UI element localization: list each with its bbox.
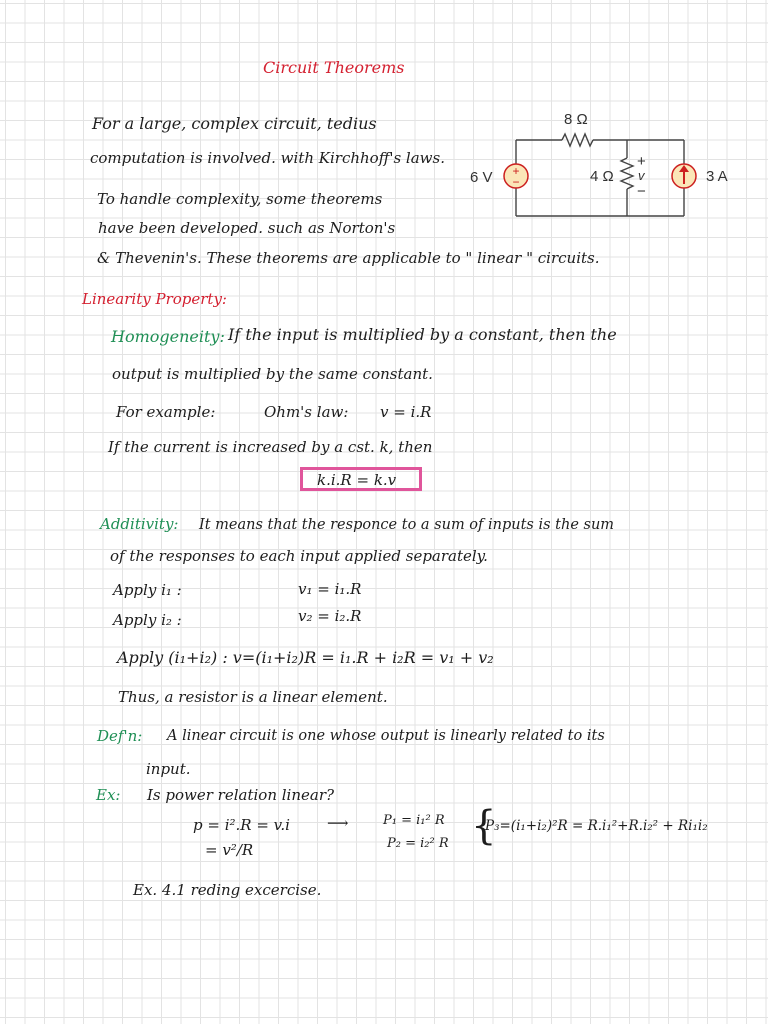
definition-text: A linear circuit is one whose output is linearly related to its [167,728,605,744]
apply-2-label: Apply i₂ : [113,611,182,629]
brace-icon: } [471,803,497,849]
example-question: Is power relation linear? [147,786,335,804]
definition-label: Def'n: [97,727,143,745]
power-p2: P₂ = i₂² R [387,836,449,851]
example-eq: v = i.R [380,403,432,421]
page-title: Circuit Theorems [263,58,405,77]
example-label: For example: [116,403,216,421]
definition-text-2: input. [146,760,191,778]
additivity-label: Additivity: [100,515,179,533]
apply-2-eq: v₂ = i₂.R [298,607,362,625]
example-law: Ohm's law: [264,403,349,421]
power-eq-1: p = i².R = v.i [193,816,290,834]
power-eq-2: = v²/R [205,841,254,859]
circuit-diagram [460,100,750,225]
source-right-label: 3 A [706,168,728,185]
svg-text:−: − [512,175,520,189]
reading-line: Ex. 4.1 reding excercise. [133,881,322,899]
boxed-equation-text: k.i.R = k.v [317,471,397,489]
thus-line: Thus, a resistor is a linear element. [118,688,388,706]
boxed-equation [300,467,422,491]
intro-line-4: have been developed. such as Norton's [98,219,396,237]
linearity-heading: Linearity Property: [82,290,227,308]
intro-line-5: & Thevenin's. These theorems are applicable to " linear " circuits. [97,249,600,267]
homogeneity-label: Homogeneity: [111,327,225,346]
homogeneity-text: If the input is multiplied by a constant, then the [228,325,617,344]
resistor-8ohm [562,134,593,146]
power-p3: P₃=(i₁+i₂)²R = R.i₁²+R.i₂² + Ri₁i₂ [485,818,708,834]
svg-text:+: + [637,153,646,170]
intro-line-3: To handle complexity, some theorems [97,190,383,208]
apply-3: Apply (i₁+i₂) : v=(i₁+i₂)R = i₁.R + i₂R = v₁ + v₂ [117,648,494,667]
svg-text:+: + [512,164,520,178]
additivity-text-2: of the responses to each input applied separately. [110,547,488,565]
resistor-top-label: 8 Ω [564,111,588,128]
additivity-text: It means that the responce to a sum of inputs is the sum [199,517,615,533]
apply-1-eq: v₁ = i₁.R [298,580,362,598]
resistor-4ohm [621,158,633,189]
svg-text:v: v [638,168,645,183]
homogeneity-text-2: output is multiplied by the same constant. [112,365,433,383]
intro-line-1: For a large, complex circuit, tedius [92,114,377,133]
intro-line-2: computation is involved. with Kirchhoff's laws. [90,149,445,167]
current-text: If the current is increased by a cst. k, then [108,438,433,456]
apply-1-label: Apply i₁ : [113,581,182,599]
resistor-mid-label: 4 Ω [590,168,614,185]
arrow-icon: ⟶ [327,814,349,832]
svg-text:−: − [637,183,646,200]
example-ex-label: Ex: [96,786,121,804]
source-left-label: 6 V [470,169,493,186]
power-p1: P₁ = i₁² R [383,813,445,828]
